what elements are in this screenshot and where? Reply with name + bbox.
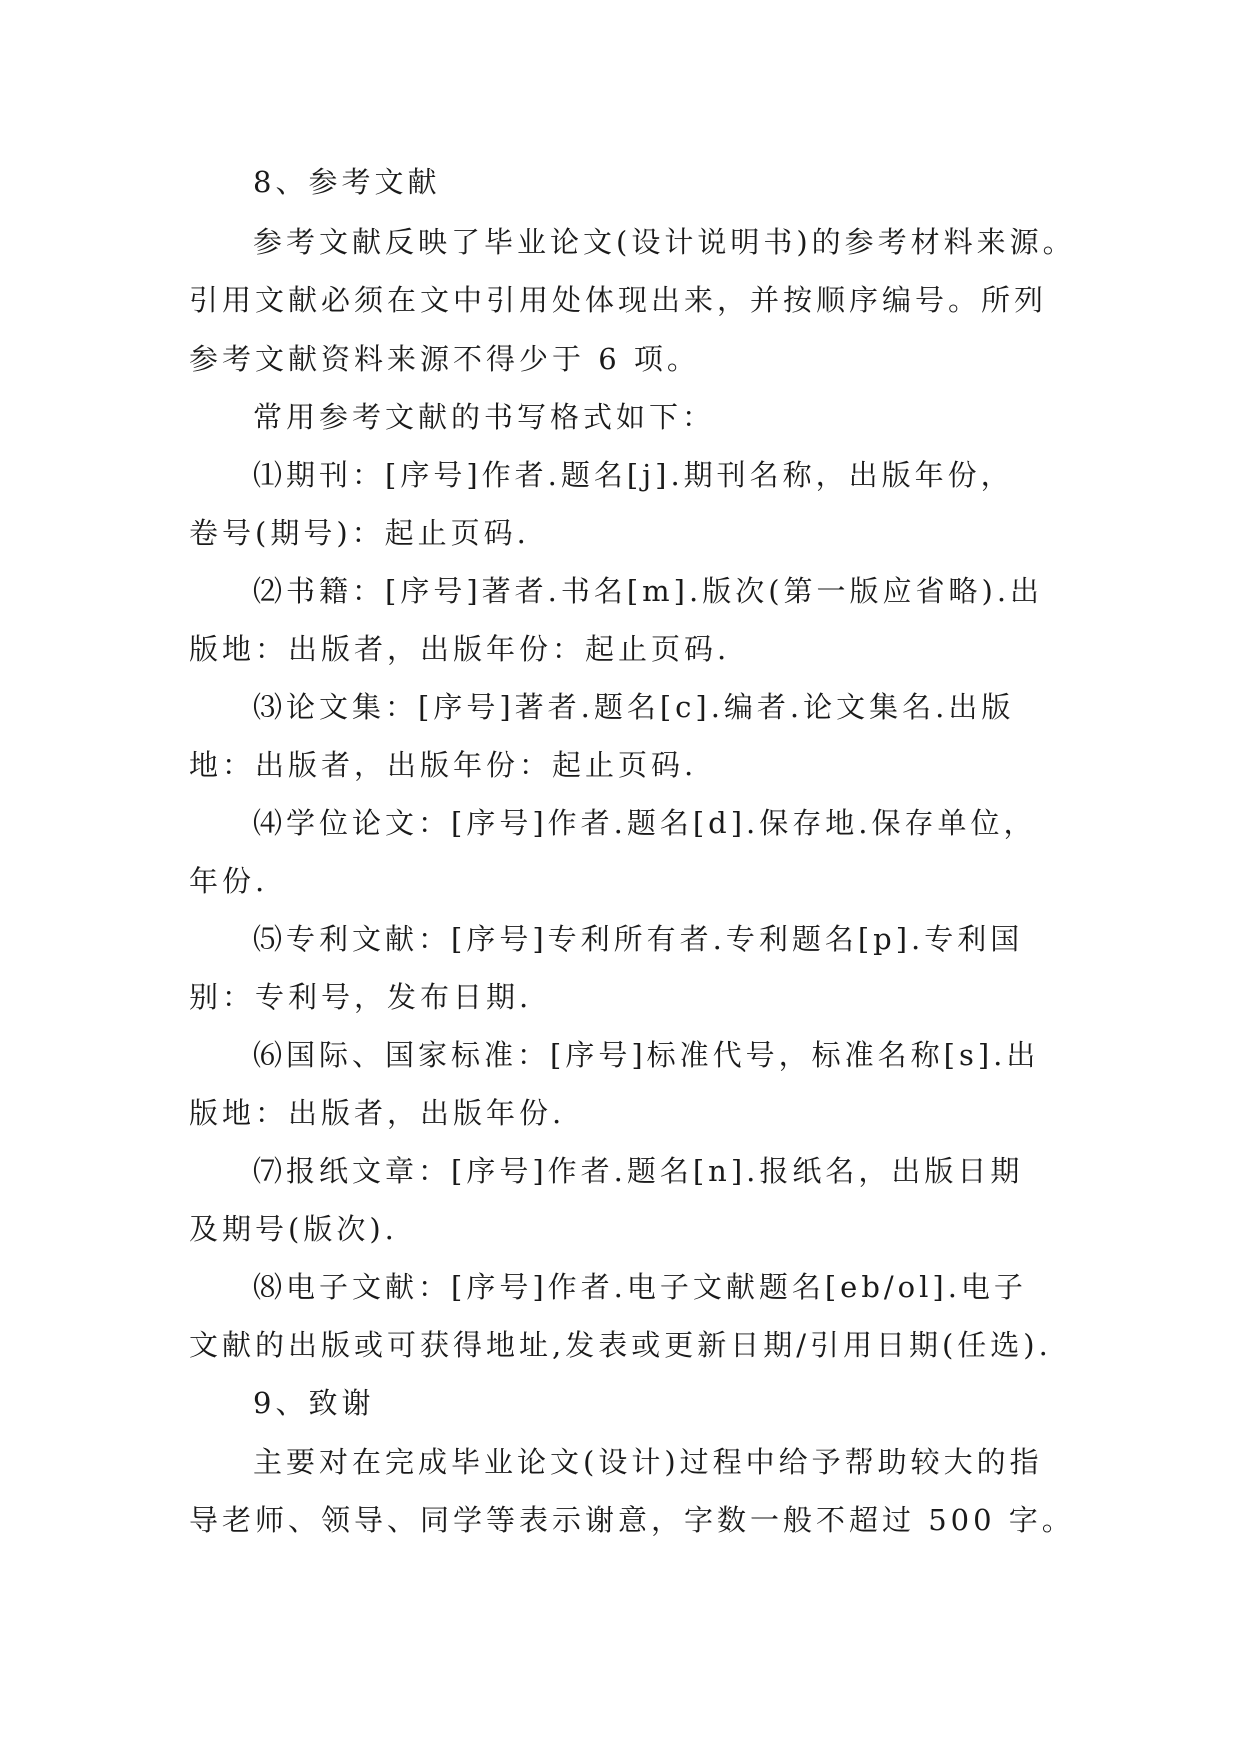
section-8-intro-line-3: 参考文献资料来源不得少于 6 项。	[189, 342, 700, 376]
section-8-intro-line-2: 引用文献必须在文中引用处体现出来，并按顺序编号。所列	[189, 283, 1048, 317]
section-8-heading: 8、参考文献	[253, 165, 441, 199]
format-item-electronic-line-1: ⑻电子文献：[序号]作者.电子文献题名[eb/ol].电子	[253, 1270, 1027, 1304]
section-8-intro-line-1: 参考文献反映了毕业论文(设计说明书)的参考材料来源。	[253, 225, 1076, 259]
format-item-standard-line-2: 版地：出版者，出版年份.	[189, 1096, 566, 1130]
format-item-book-line-2: 版地：出版者，出版年份：起止页码.	[189, 632, 731, 666]
format-item-journal-line-1: ⑴期刊：[序号]作者.题名[j].期刊名称，出版年份，	[253, 458, 1014, 492]
format-item-patent-line-2: 别：专利号，发布日期.	[189, 980, 533, 1014]
format-item-thesis-line-2: 年份.	[189, 864, 269, 898]
format-item-journal-line-2: 卷号(期号)：起止页码.	[189, 516, 530, 550]
format-item-patent-line-1: ⑸专利文献：[序号]专利所有者.专利题名[p].专利国	[253, 922, 1024, 956]
format-item-electronic-line-2: 文献的出版或可获得地址,发表或更新日期/引用日期(任选).	[189, 1328, 1052, 1362]
format-item-standard-line-1: ⑹国际、国家标准：[序号]标准代号，标准名称[s].出	[253, 1038, 1040, 1072]
formats-heading: 常用参考文献的书写格式如下：	[253, 400, 716, 434]
section-9-heading: 9、致谢	[253, 1386, 375, 1420]
format-item-thesis-line-1: ⑷学位论文：[序号]作者.题名[d].保存地.保存单位，	[253, 806, 1037, 840]
format-item-book-line-1: ⑵书籍：[序号]著者.书名[m].版次(第一版应省略).出	[253, 574, 1044, 608]
format-item-proceedings-line-1: ⑶论文集：[序号]著者.题名[c].编者.论文集名.出版	[253, 690, 1015, 724]
format-item-proceedings-line-2: 地：出版者，出版年份：起止页码.	[189, 748, 698, 782]
format-item-newspaper-line-2: 及期号(版次).	[189, 1212, 398, 1246]
section-9-body-line-1: 主要对在完成毕业论文(设计)过程中给予帮助较大的指	[253, 1445, 1043, 1479]
section-9-body-line-2: 导老师、领导、同学等表示谢意，字数一般不超过 500 字。	[189, 1503, 1075, 1537]
format-item-newspaper-line-1: ⑺报纸文章：[序号]作者.题名[n].报纸名，出版日期	[253, 1154, 1024, 1188]
